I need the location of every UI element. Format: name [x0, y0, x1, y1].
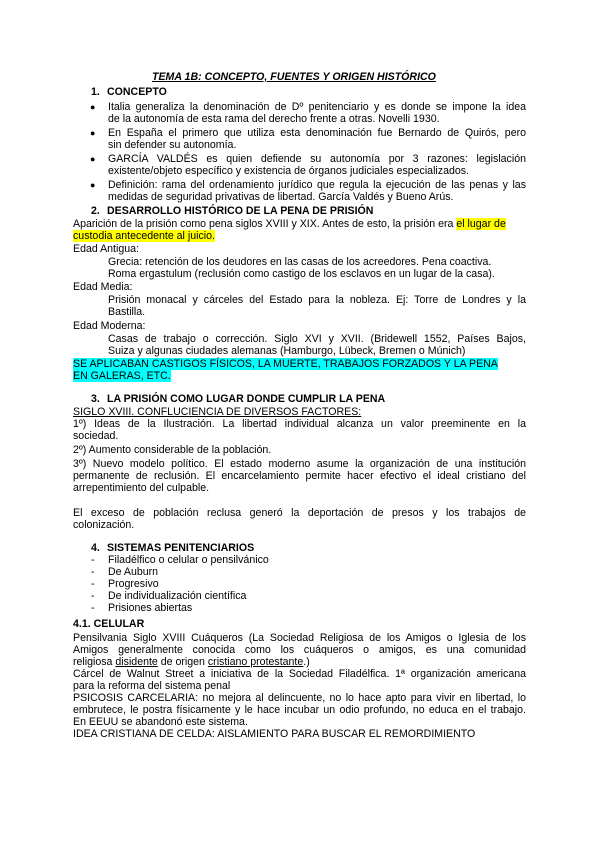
page-title: TEMA 1B: CONCEPTO, FUENTES Y ORIGEN HISTÓRICO [152, 71, 436, 83]
bullet-icon: ● [90, 128, 96, 138]
list-item: De Auburn [108, 566, 159, 578]
section-title: CONCEPTO [107, 86, 167, 98]
underlined-term: cristiano protestante [207, 656, 304, 668]
bullet-text: Definición: rama del ordenamiento jurídico que regula la ejecución de las penas y las [108, 179, 526, 191]
paragraph-line: Amigos generalmente conocida como los cuáqueros o amigos, es una comunidad [73, 644, 526, 656]
paragraph-line: colonización. [73, 519, 135, 531]
section-number: 4. [91, 542, 100, 554]
dash-marker: - [91, 554, 95, 566]
paragraph-line: arrepentimiento del culpable. [73, 482, 210, 494]
bullet-text: de la autonomía de esta rama del derecho frente a otras. Novelli 1930. [108, 113, 440, 125]
era-text: Bastilla. [108, 306, 146, 318]
bullet-text: sin defender su autonomía. [108, 139, 237, 151]
highlight-line [73, 358, 498, 370]
highlight-text: custodia antecedente al juicio. [73, 230, 215, 242]
bullet-icon: ● [90, 154, 96, 164]
underlined-term: disidente [115, 656, 158, 668]
section-number: 1. [91, 86, 100, 98]
section-4-1-heading: 4.1. CELULAR [73, 618, 145, 630]
era-text: Casas de trabajo o corrección. Siglo XVI y XVII. (Bridewell 1552, Países Bajos, [108, 333, 526, 345]
era-label: Edad Moderna: [73, 320, 146, 332]
paragraph-line: sociedad. [73, 430, 119, 442]
section-4-heading [91, 542, 254, 554]
dash-marker: - [91, 578, 95, 590]
paragraph-line: En EEUU se abandonó este sistema. [73, 716, 248, 728]
dash-marker: - [91, 566, 95, 578]
bullet-text: Italia generaliza la denominación de Dº penitenciario y es donde se impone la idea [108, 101, 526, 113]
bullet-icon: ● [90, 102, 96, 112]
dash-marker: - [91, 590, 95, 602]
section-title: SISTEMAS PENITENCIARIOS [107, 542, 255, 554]
bullet-icon: ● [90, 180, 96, 190]
paragraph-line: embrutece, le postra físicamente y le hace incubar un odio profundo, no educa en el trabajo. [73, 704, 526, 716]
section-number: 3. [91, 393, 100, 405]
paragraph-line: para la reforma del sistema penal [73, 680, 231, 692]
paragraph-line: IDEA CRISTIANA DE CELDA: AISLAMIENTO PARA BUSCAR EL REMORDIMIENTO [73, 728, 476, 740]
paragraph-line: 2º) Aumento considerable de la población. [73, 444, 272, 456]
section-1-heading [91, 86, 167, 98]
era-text: Suiza y algunas ciudades alemanas (Hamburgo, Lübeck, Bremen o Múnich) [108, 345, 466, 357]
era-text: Prisión monacal y cárceles del Estado para la nobleza. Ej: Torre de Londres y la [108, 294, 526, 306]
section-title: LA PRISIÓN COMO LUGAR DONDE CUMPLIR LA PENA [107, 393, 386, 405]
section-title: DESARROLLO HISTÓRICO DE LA PENA DE PRISIÓN [107, 205, 374, 217]
highlight-text: el lugar de [456, 218, 506, 230]
paragraph-line: Cárcel de Walnut Street a iniciativa de la Sociedad Filadélfica. 1ª organización americana [73, 668, 526, 680]
paragraph-line [73, 656, 310, 668]
text-run: de origen [157, 656, 208, 668]
era-label: Edad Antigua: [73, 243, 139, 255]
highlight-text: SE APLICABAN CASTIGOS FÍSICOS, LA MUERTE, TRABAJOS FORZADOS Y LA PENA [73, 358, 498, 370]
paragraph-line: PSICOSIS CARCELARIA: no mejora al delincuente, no lo hace apto para vivir en libertad, lo [73, 692, 526, 704]
paragraph-line: permanente de reclusión. El encarcelamiento permite hacer efectivo el ideal cristiano del [73, 470, 526, 482]
paragraph-line: El exceso de población reclusa generó la deportación de presos y los trabajos de [73, 507, 526, 519]
text-run: religiosa [73, 656, 116, 668]
paragraph-line [73, 230, 215, 242]
paragraph-line: 3º) Nuevo modelo político. El estado moderno asume la organización de una institución [73, 458, 526, 470]
highlight-text: EN GALERAS, ETC. [73, 370, 171, 382]
list-item: De individualización científica [108, 590, 247, 602]
section-number: 2. [91, 205, 100, 217]
era-text: Grecia: retención de los deudores en las casas de los acreedores. Pena coactiva. [108, 256, 492, 268]
era-text: Roma ergastulum (reclusión como castigo de los esclavos en un lugar de la casa). [108, 268, 495, 280]
bullet-text: medidas de seguridad privativas de libertad. García Valdés y Bueno Arús. [108, 191, 454, 203]
paragraph-line: 1º) Ideas de la Ilustración. La libertad individual alcanza un valor preeminente en la [73, 418, 526, 430]
bullet-text: GARCÍA VALDÉS es quien defiende su autonomía por 3 razones: legislación [108, 153, 526, 165]
list-item: Prisiones abiertas [108, 602, 193, 614]
paragraph-line [73, 218, 506, 230]
bullet-text: En España el primero que utiliza esta denominación fue Bernardo de Quirós, pero [108, 127, 526, 139]
bullet-text: existente/objeto específico y existencia de órganos judiciales especializados. [108, 165, 469, 177]
highlight-line [73, 370, 171, 382]
section-3-heading [91, 393, 385, 405]
list-item: Progresivo [108, 578, 159, 590]
list-item: Filadélfico o celular o pensilvánico [108, 554, 269, 566]
section-2-heading [91, 205, 373, 217]
text-run: .) [303, 656, 310, 668]
dash-marker: - [91, 602, 95, 614]
subheading: SIGLO XVIII. CONFLUCIENCIA DE DIVERSOS FACTORES: [73, 406, 362, 418]
paragraph-line: Pensilvania Siglo XVIII Cuáqueros (La Sociedad Religiosa de los Amigos o Iglesia de los [73, 632, 526, 644]
era-label: Edad Media: [73, 281, 133, 293]
text-run: Aparición de la prisión como pena siglos XVIII y XIX. Antes de esto, la prisión era [73, 218, 457, 230]
